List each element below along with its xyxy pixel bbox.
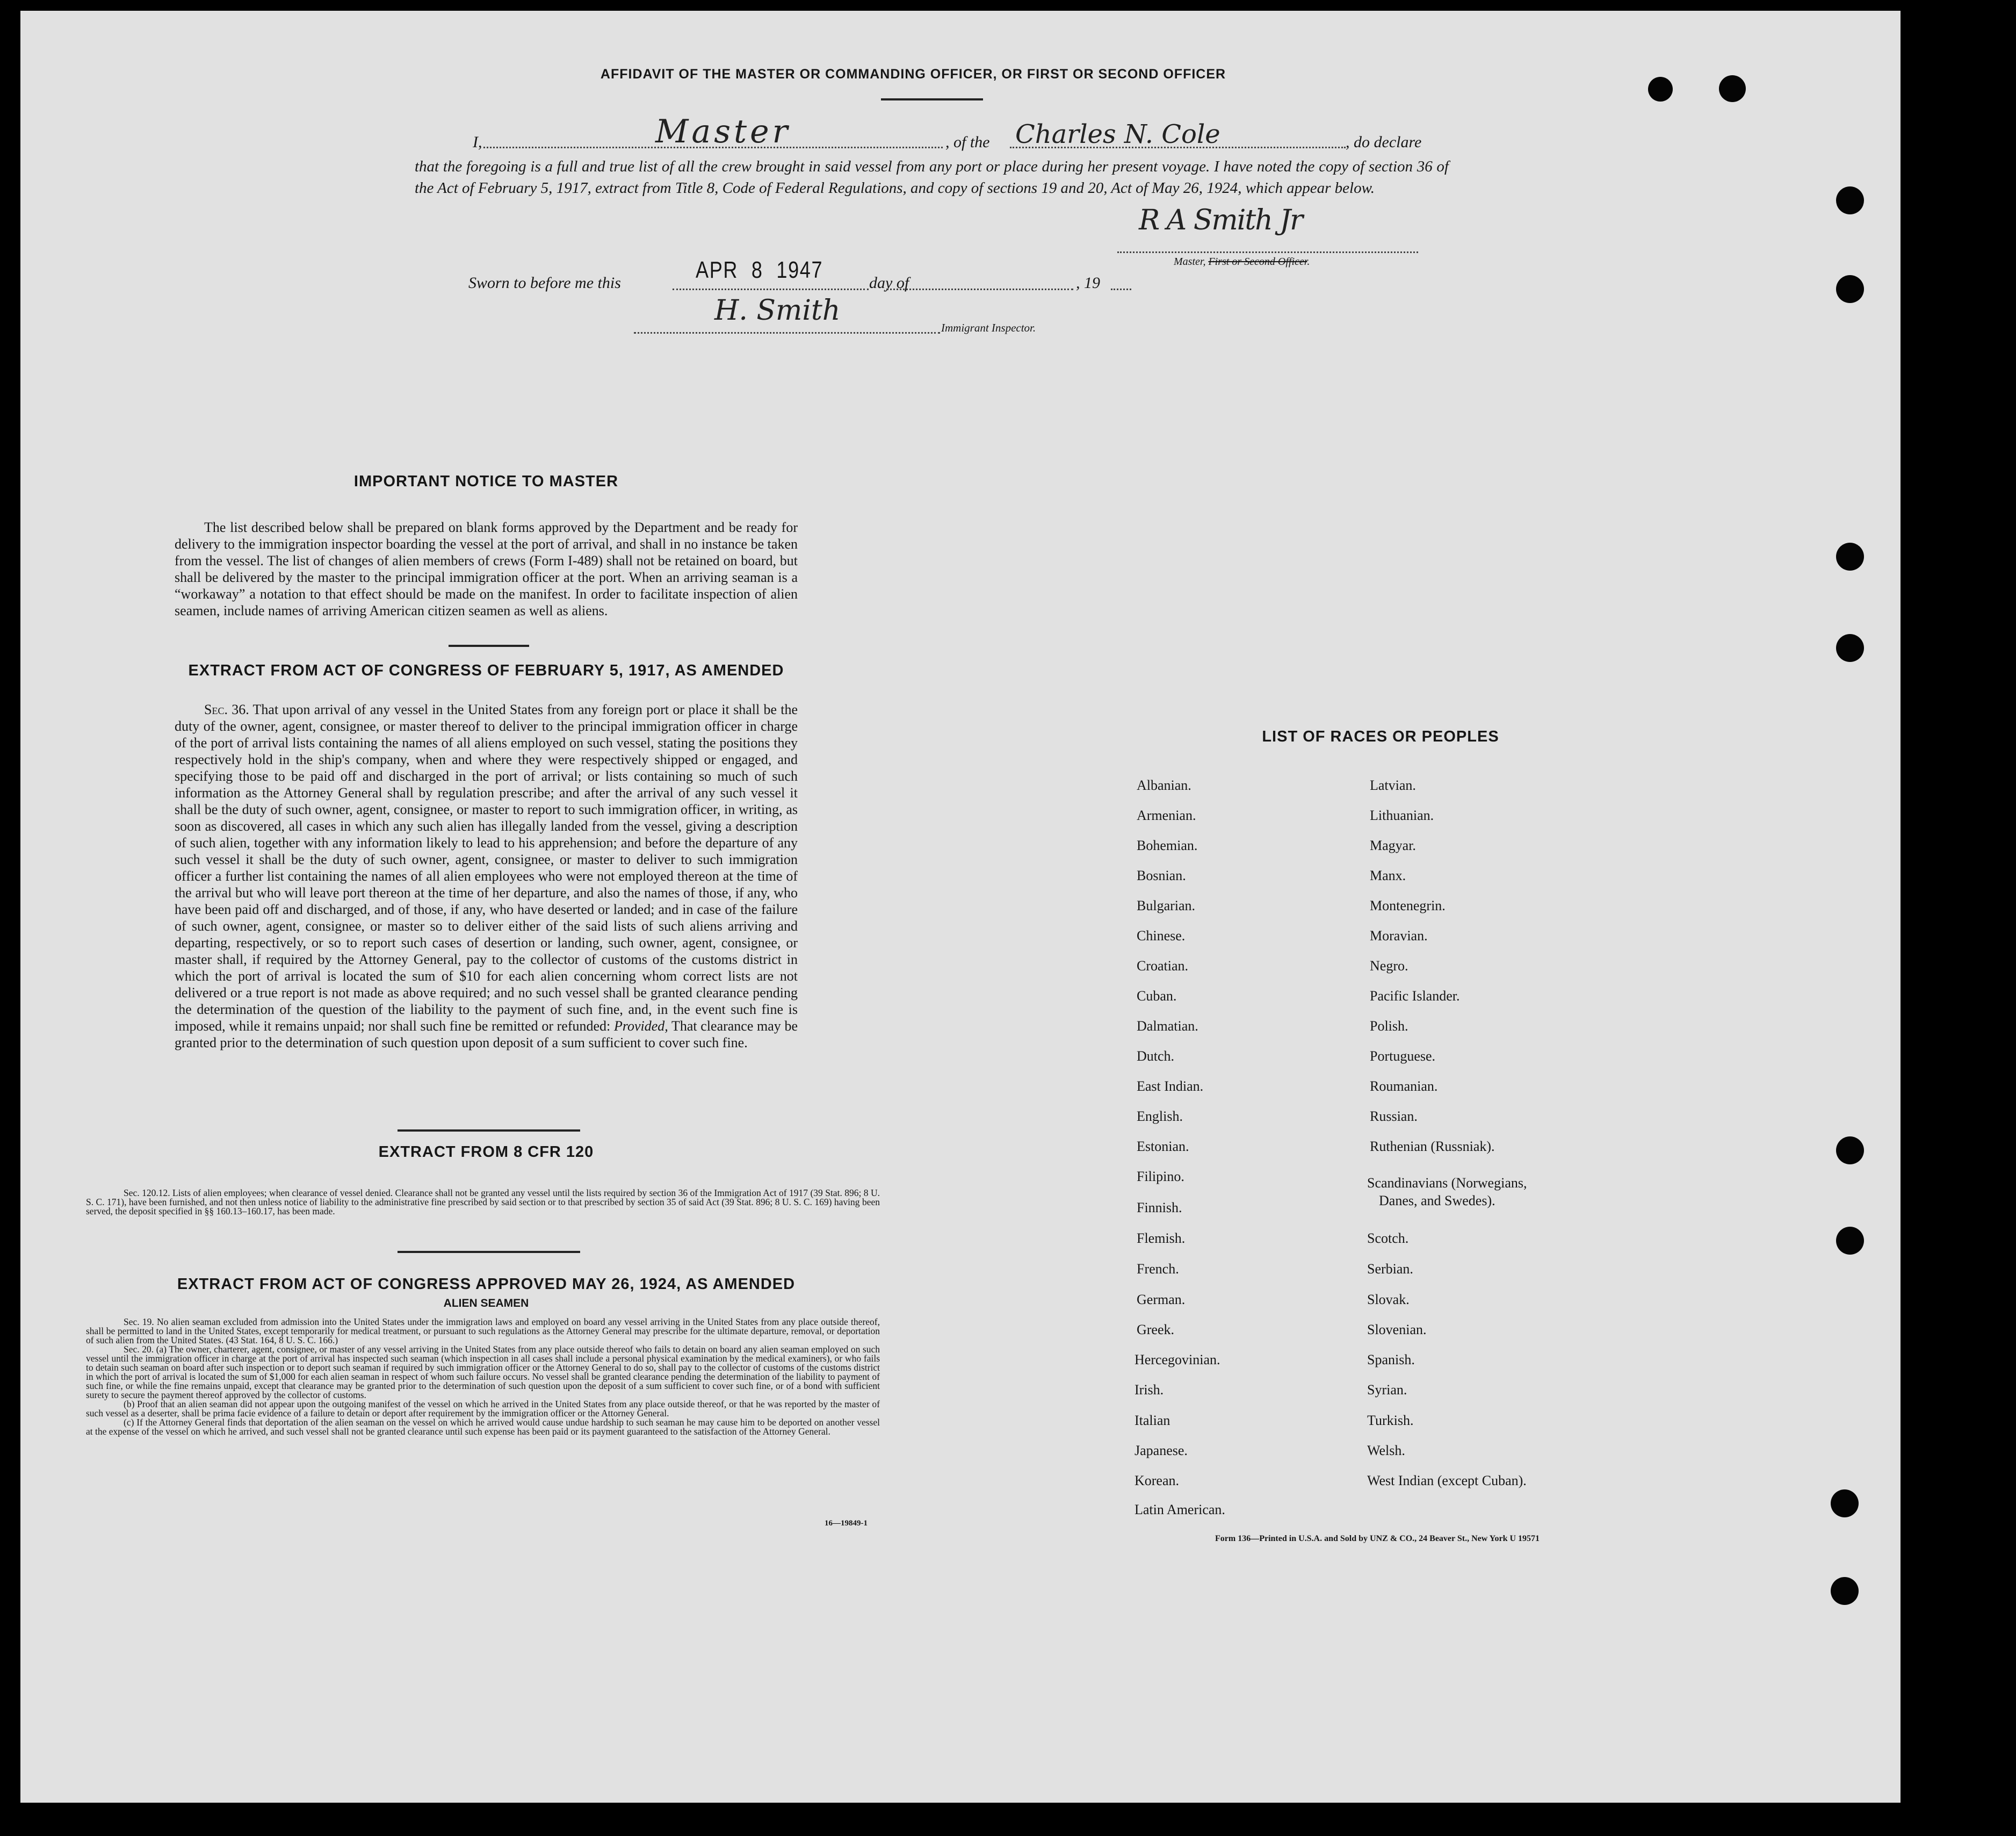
cfr-text: Sec. 120.12. Lists of alien employees; when clearance of vessel denied. Clearance shall not be granted any vessel until the lists required by section 36 of the Immigration Act of 1917 (39 Stat. 896; 8 U. S. C. 171), have been furnished, and not then unless notice of liability to the administrative fine prescribed by said section or to that prescribed by section 35 of said Act (39 Stat. 896; 8 U. S. C. 169) having been served, the deposit specified in §§ 160.13–160.17, has been made. [86,1187,880,1216]
act-1924-sec20c: (c) If the Attorney General finds that deportation of the alien seaman on the vessel on which he arrived would cause undue hardship to such seaman he may cause him to be deported on another vessel at the expense of the vessel on which he arrived, and such vessel shall not be granted clearance until such expense has been paid or its payment guaranteed to the satisfaction of the Attorney General. [86,1417,880,1437]
printer-footer: Form 136—Printed in U.S.A. and Sold by UNZ & CO., 24 Beaver St., New York U 19571 [1215,1534,1540,1543]
punch-hole-right-2 [1836,275,1864,303]
race-item: Albanian. [1137,777,1191,793]
notice-text: The list described below shall be prepared on blank forms approved by the Department and be ready for delivery to the immigration inspector boarding the vessel at the port of arrival, and shall in no instance be taken from the vessel. The list of changes of alien members of crews (Form I-489) shall not be retained on board, but shall be delivered by the master to the principal immigration officer at the port. When an arriving seaman is a “workaway” a notation to that effect should be made on the manifest. In order to facilitate inspection of alien seamen, include names of arriving American citizen seamen as well as aliens. [175,520,798,618]
declaration-text: that the foregoing is a full and true list of all the crew brought in said vessel from any port or place during her present voyage. I have noted the copy of section 36 of the Act of February 5, 1917, extract from Title 8, Code of Federal Regulations, and copy of sections 19 and 20, Act of May 26, 1924, which appear below. [415,158,1449,197]
race-item: Hercegovinian. [1135,1352,1220,1367]
act-1917-heading: EXTRACT FROM ACT OF CONGRESS OF FEBRUARY 5, 1917, AS AMENDED [188,662,784,679]
act-1917-sec-label: Sec. 36. [204,702,249,717]
act-1924-sec20a: Sec. 20. (a) The owner, charterer, agent, consignee, or master of any vessel arriving in the United States from any place outside thereof who fails to detain on board any alien seaman employed on such vessel until the immigration officer in charge at the port of arrival has inspected such seaman (which inspection in all cases shall include a personal physical examination by the medical examiners), or who fails to detain such seaman on board after such inspection or to deport such seaman if required by such immigration officer or the Attorney General to do so, shall pay to the collector of customs of the customs district in which the port of arrival is located the sum of $1,000 for each alien seaman in respect of whom such failure occurs. No vessel shall be granted clearance pending the determination of the liability to payment of such fine, or while the fine remains unpaid, except that clearance may be granted prior to the determination of such question upon the deposit of a sum sufficient to cover such fine, or of a bond with sufficient surety to secure the payment thereof approved by the collector of customs. [86,1344,880,1400]
of-the-label: , of the [945,133,990,151]
inspector-caption: Immigrant Inspector. [941,321,1036,334]
race-item: Slovenian. [1367,1322,1427,1337]
affidavit-title-rule [881,98,983,100]
act-1924-sec20b: (b) Proof that an alien seaman did not appear upon the outgoing manifest of the vessel on which he arrived in the United States from any place outside thereof, or that he was reported by the master of such vessel as a deserter, shall be prima facie evidence of a failure to detain or deport after requirement by the immigration officer or the Attorney General. [86,1399,880,1419]
race-item: Roumanian. [1370,1078,1438,1094]
race-item: Syrian. [1367,1382,1407,1398]
punch-hole-right-4 [1836,634,1864,662]
race-item: Estonian. [1137,1139,1189,1154]
race-item: Turkish. [1367,1413,1414,1428]
sworn-date-stamp: APR 8 1947 [696,257,823,283]
master-caption-master: Master, [1174,256,1206,268]
race-item: English. [1137,1108,1183,1124]
race-item: Moravian. [1370,928,1428,944]
master-caption [1174,256,1310,268]
races-heading: LIST OF RACES OR PEOPLES [1262,728,1499,745]
cfr-rule [398,1251,580,1253]
race-item: Serbian. [1367,1261,1413,1277]
race-item: Portuguese. [1370,1048,1436,1064]
sworn-month-line-2 [886,289,1073,290]
punch-hole-right-6 [1836,1227,1864,1255]
punch-hole-right-7 [1831,1489,1859,1517]
race-item: Russian. [1370,1108,1418,1124]
race-item: Bosnian. [1137,868,1186,883]
race-item: Danes, and Swedes). [1379,1193,1495,1208]
race-item: Dalmatian. [1137,1018,1198,1034]
year-prefix: , 19 [1076,274,1100,292]
inspector-signature-line [634,332,940,334]
act-1917-body [175,701,798,1051]
notice-heading: IMPORTANT NOTICE TO MASTER [353,473,619,490]
punch-hole-top-1 [1648,77,1673,102]
race-item: Scandinavians (Norwegians, [1367,1175,1527,1191]
race-item: Irish. [1135,1382,1164,1398]
race-item: German. [1137,1292,1186,1307]
act-1924-heading: EXTRACT FROM ACT OF CONGRESS APPROVED MAY 26, 1924, AS AMENDED [177,1276,796,1293]
act-1917-provided: Provided, [613,1018,668,1034]
race-item: East Indian. [1137,1078,1204,1094]
punch-hole-right-5 [1836,1136,1864,1164]
race-item: Ruthenian (Russniak). [1370,1139,1495,1154]
race-item: Negro. [1370,958,1408,974]
master-caption-struck: First or Second Officer [1208,256,1307,268]
act-1924-form-code: 16—19849-1 [825,1519,868,1528]
race-item: Slovak. [1367,1292,1410,1307]
punch-hole-right-3 [1836,543,1864,571]
race-item: Latvian. [1370,777,1416,793]
race-item: Magyar. [1370,838,1416,853]
affidavit-title: AFFIDAVIT OF THE MASTER OR COMMANDING OFFICER, OR FIRST OR SECOND OFFICER [600,67,1226,82]
race-item: Bulgarian. [1137,898,1196,913]
race-item: Dutch. [1137,1048,1175,1064]
race-item: Polish. [1370,1018,1408,1034]
master-signature: R A Smith Jr [1139,204,1302,236]
act-1917-text [175,701,798,1051]
cfr-heading: EXTRACT FROM 8 CFR 120 [378,1143,594,1161]
act-1917-text-end: That clearance may be granted prior to the determination of such question upon deposit of a sum sufficient to cover such fine. [175,1018,798,1050]
sworn-year-line [1111,289,1131,290]
punch-hole-top-2 [1719,75,1746,102]
act-1917-text-main: That upon arrival of any vessel in the United States from any foreign port or place it shall be the duty of the owner, agent, consignee, or master thereof to deliver to the principal immigration officer in charge of the port of arrival lists containing the names of all aliens employed on such vessel, stating the positions they respectively hold in the ship's company, when and where they were respectively shipped or engaged, and specifying those to be paid off and discharged in the port of arrival; or lists containing so much of such information as the Attorney General shall by regulation prescribe; and after the arrival of any such vessel it shall be the duty of such owner, agent, consignee, or master to report to such immigration officer, in writing, as soon as discovered, all cases in which any such alien has illegally landed from the vessel, giving a description of such alien, together with any information likely to lead to his apprehension; and before the departure of any such vessel it shall be the duty of such owner, agent, consignee, or master to deliver to such immigration officer a further list containing the names of all alien employees who were not employed thereon at the time of the arrival but who will leave port thereon at the time of her departure, and also the names of those, if any, who have been paid off and discharged, and of those, if any, who have deserted or landed; and in case of the failure of such owner, agent, consignee, or master so to deliver either of the said lists of such aliens arriving and departing, respectively, or so to report such cases of desertion or landing, such owner, agent, consignee, or master shall, if required by the Attorney General, pay to the collector of customs of the customs district in which the port of arrival is located the sum of $10 for each alien concerning whom correct lists are not delivered or a true report is not made as above required; and no such vessel shall be granted clearance pending the determination of the question of the liability to the payment of such fine, and, in the event such fine is imposed, while it remains unpaid; nor shall such fine be remitted or refunded: [175,702,798,1034]
notice-body [175,519,798,619]
race-item: Montenegrin. [1370,898,1446,913]
race-item: Italian [1135,1413,1170,1428]
act-1924-subheading: ALIEN SEAMEN [443,1297,529,1309]
race-item: Lithuanian. [1370,808,1434,823]
cfr-body [86,1189,880,1216]
act-1924-sec19: Sec. 19. No alien seaman excluded from admission into the United States under the immigration laws and employed on board any vessel arriving in the United States from any place outside thereof, shall be permitted to land in the United States, except temporarily for medical treatment, or pursuant to such regulations as the Attorney General may prescribe for the ultimate departure, removal, or deportation of such alien from the United States. (43 Stat. 164, 8 U. S. C. 166.) [86,1316,880,1345]
race-item: Korean. [1135,1473,1180,1488]
vessel-name-handwritten: Charles N. Cole [1015,119,1220,149]
act-1924-body [86,1317,880,1436]
race-item: Spanish. [1367,1352,1415,1367]
do-declare-label: , do declare [1346,133,1422,151]
race-item: Pacific Islander. [1370,988,1460,1004]
race-item: Bohemian. [1137,838,1198,853]
day-of-label: day of [869,274,909,292]
sworn-label: Sworn to before me this [468,274,621,292]
race-item: Greek. [1137,1322,1175,1337]
race-item: Cuban. [1137,988,1177,1004]
race-item: Welsh. [1367,1443,1405,1458]
race-item: Manx. [1370,868,1406,883]
race-item: Scotch. [1367,1230,1409,1246]
notice-rule [449,645,529,647]
race-item: Chinese. [1137,928,1186,944]
race-item: West Indian (except Cuban). [1367,1473,1527,1488]
act-1917-rule [398,1129,580,1132]
race-item: Croatian. [1137,958,1189,974]
punch-hole-right-8 [1831,1577,1859,1605]
race-item: French. [1137,1261,1179,1277]
race-item: Japanese. [1135,1443,1188,1458]
race-item: Flemish. [1137,1230,1186,1246]
master-caption-period: . [1307,256,1310,268]
punch-hole-right-1 [1836,186,1864,214]
affidavit-i-label: I, [473,133,482,151]
race-item: Armenian. [1137,808,1196,823]
master-signature-line [1117,251,1418,253]
inspector-signature: H. Smith [714,294,841,327]
race-item: Finnish. [1137,1200,1182,1215]
race-item: Latin American. [1135,1502,1225,1517]
sworn-day-line [673,289,869,290]
race-item: Filipino. [1137,1169,1184,1184]
rank-handwritten: Master [655,113,791,150]
